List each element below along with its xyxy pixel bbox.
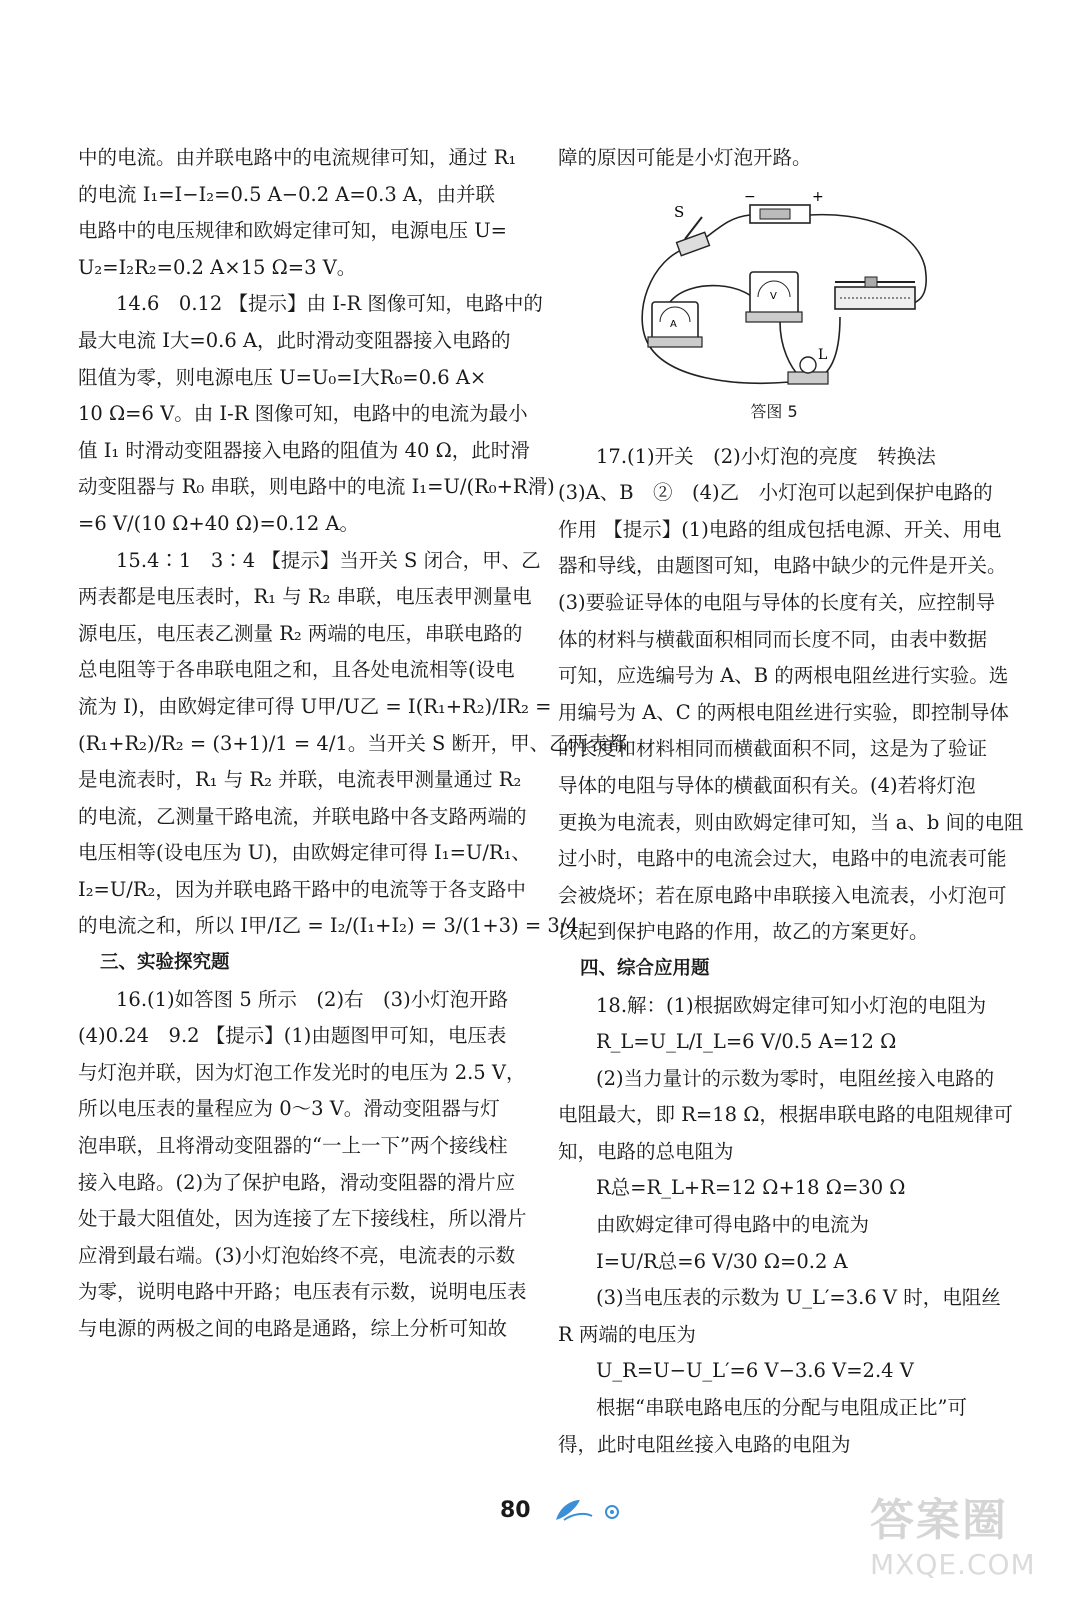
text-line: 与电源的两极之间的电路是通路，综上分析可知故 (78, 1317, 508, 1340)
text-line: 阻值为零，则电源电压 U=U₀=I大R₀=0.6 A× (78, 365, 487, 389)
text-line: 源电压，电压表乙测量 R₂ 两端的电压，串联电路的 (78, 621, 523, 645)
formula-line: R_L=U_L/I_L=6 V/0.5 A=12 Ω (596, 1030, 897, 1054)
circuit-figure (558, 177, 990, 439)
text-line: 中的电流。由并联电路中的电流规律可知，通过 R₁ (78, 146, 517, 169)
text-line: 用编号为 A、C 的两根电阻丝进行实验，即控制导体 (558, 700, 1009, 724)
text-line: 电路中的电压规律和欧姆定律可知，电源电压 U= (78, 219, 507, 243)
text-line: 应滑到最右端。(3)小灯泡始终不亮，电流表的示数 (78, 1243, 516, 1267)
rheostat-icon (835, 277, 915, 309)
text-line: 器和导线，由题图可知，电路中缺少的元件是开关。 (558, 554, 1007, 578)
circuit-diagram (630, 187, 930, 397)
text-line: 的电流 I₁=I−I₂=0.5 A−0.2 A=0.3 A，由并联 (78, 182, 496, 206)
text-line: 根据“串联电路电压的分配与电阻成正比”可 (596, 1396, 967, 1420)
text-line: R 两端的电压为 (558, 1322, 696, 1346)
section-heading-experiment: 三、实验探究题 (100, 952, 230, 974)
text-line: 知，电路的总电阻为 (558, 1139, 734, 1163)
text-line: 由欧姆定律可得电路中的电流为 (596, 1213, 870, 1237)
formula-line: 电压相等(设电压为 U)，由欧姆定律可得 I₁=U/R₁、 (78, 841, 531, 865)
text-line: 接入电路。(2)为了保护电路，滑动变阻器的滑片应 (78, 1170, 516, 1194)
formula-line: =6 V/(10 Ω+40 Ω)=0.12 A。 (78, 511, 360, 535)
text-line: 处于最大阻值处，因为连接了左下接线柱，所以滑片 (78, 1207, 527, 1231)
switch-icon (677, 217, 710, 256)
text-line: 以起到保护电路的作用，故乙的方案更好。 (558, 920, 929, 944)
switch-label: S (674, 202, 685, 221)
text-line: (3)要验证导体的电阻与导体的长度有关，应控制导 (558, 590, 996, 614)
text-line: (4)0.24 9.2 【提示】(1)由题图甲可知，电压表 (78, 1024, 507, 1048)
answer-15-heading: 15.4∶1 3∶4 【提示】当开关 S 闭合，甲、乙 (116, 548, 541, 572)
text-line: (2)当力量计的示数为零时，电阻丝接入电路的 (596, 1066, 995, 1090)
text-line: 的长度和材料相同而横截面积不同，这是为了验证 (558, 737, 988, 761)
text-line: 的电流，乙测量干路电流，并联电路中各支路两端的 (78, 804, 527, 828)
lamp-label: L (818, 346, 828, 363)
text-line: 体的材料与横截面积相同而长度不同，由表中数据 (558, 627, 988, 651)
text-line: 得，此时电阻丝接入电路的电阻为 (558, 1432, 851, 1456)
answer-14-heading: 14.6 0.12 【提示】由 I-R 图像可知，电路中的 (116, 292, 543, 316)
formula-line: 流为 I)，由欧姆定律可得 U甲/U乙 = I(R₁+R₂)/IR₂ = (78, 694, 552, 718)
formula-line: R总=R_L+R=12 Ω+18 Ω=30 Ω (596, 1176, 906, 1200)
page-number: 80 (500, 1498, 531, 1523)
text-line: 会被烧坏；若在原电路中串联接入电流表，小灯泡可 (558, 883, 1007, 907)
text-line: 泡串联，且将滑动变阻器的“一上一下”两个接线柱 (78, 1134, 508, 1158)
text-line: (3)当电压表的示数为 U_L′=3.6 V 时，电阻丝 (596, 1286, 1001, 1310)
text-line: 是电流表时，R₁ 与 R₂ 并联，电流表甲测量通过 R₂ (78, 768, 522, 792)
text-line: 与灯泡并联，因为灯泡工作发光时的电压为 2.5 V， (78, 1060, 526, 1084)
answer-16-heading: 16.(1)如答图 5 所示 (2)右 (3)小灯泡开路 (116, 987, 509, 1011)
text-line: 更换为电流表，则由欧姆定律可知，当 a、b 间的电阻 (558, 810, 1024, 834)
leaf-ornament-icon (550, 1494, 630, 1524)
text-line: 值 I₁ 时滑动变阻器接入电路的阻值为 40 Ω，此时滑 (78, 438, 530, 462)
text-line: 两表都是电压表时，R₁ 与 R₂ 串联，电压表甲测量电 (78, 585, 532, 609)
text-line: 作用 【提示】(1)电路的组成包括电源、开关、用电 (558, 517, 1002, 541)
voltmeter-label: V (770, 290, 777, 302)
text-line: 导体的电阻与导体的横截面积有关。(4)若将灯泡 (558, 773, 976, 797)
formula-line: I₂=U/R₂，因为并联电路干路中的电流等于各支路中 (78, 877, 526, 901)
text-line: 可知，应选编号为 A、B 的两根电阻丝进行实验。选 (558, 664, 1009, 688)
text-line: 所以电压表的量程应为 0～3 V。滑动变阻器与灯 (78, 1097, 500, 1121)
text-line: U₂=I₂R₂=0.2 A×15 Ω=3 V。 (78, 255, 357, 279)
ammeter-label: A (670, 318, 677, 330)
formula-line: 的电流之和，所以 I甲/I乙 = I₂/(I₁+I₂) = 3/(1+3) = 3/4。 (78, 914, 599, 938)
text-line: 10 Ω=6 V。由 I-R 图像可知，电路中的电流为最小 (78, 402, 528, 426)
battery-plus-label: + (812, 188, 824, 205)
watermark-logo (870, 1484, 1050, 1584)
text-line: 总电阻等于各串联电阻之和，且各处电流相等(设电 (78, 658, 515, 682)
battery-minus-label: − (744, 188, 756, 205)
right-column (558, 140, 1024, 1463)
watermark-bottom-text: MXQE.COM (870, 1548, 1036, 1581)
text-line: 最大电流 I大=0.6 A，此时滑动变阻器接入电路的 (78, 328, 511, 352)
text-line: 电阻最大，即 R=18 Ω，根据串联电路的电阻规律可 (558, 1103, 1013, 1127)
text-line: 为零，说明电路中开路；电压表有示数，说明电压表 (78, 1280, 527, 1304)
formula-line: U_R=U−U_L′=6 V−3.6 V=2.4 V (596, 1359, 914, 1383)
text-line: 障的原因可能是小灯泡开路。 (558, 146, 812, 169)
watermark-top-text: 答案圈 (870, 1495, 1008, 1546)
formula-line: I=U/R总=6 V/30 Ω=0.2 A (596, 1249, 848, 1273)
text-line: (3)A、B ② (4)乙 小灯泡可以起到保护电路的 (558, 481, 993, 505)
answer-18-heading: 18.解：(1)根据欧姆定律可知小灯泡的电阻为 (596, 993, 987, 1017)
answer-17-heading: 17.(1)开关 (2)小灯泡的亮度 转换法 (596, 444, 936, 468)
formula-line: 动变阻器与 R₀ 串联，则电路中的电流 I₁=U/(R₀+R滑) (78, 475, 555, 499)
formula-line: (R₁+R₂)/R₂ = (3+1)/1 = 4/1。当开关 S 断开，甲、乙两表都 (78, 731, 628, 755)
figure-caption: 答图 5 (750, 401, 798, 421)
battery-icon (750, 205, 810, 223)
text-line: 过小时，电路中的电流会过大，电路中的电流表可能 (558, 847, 1007, 871)
section-heading-application: 四、综合应用题 (580, 957, 710, 979)
